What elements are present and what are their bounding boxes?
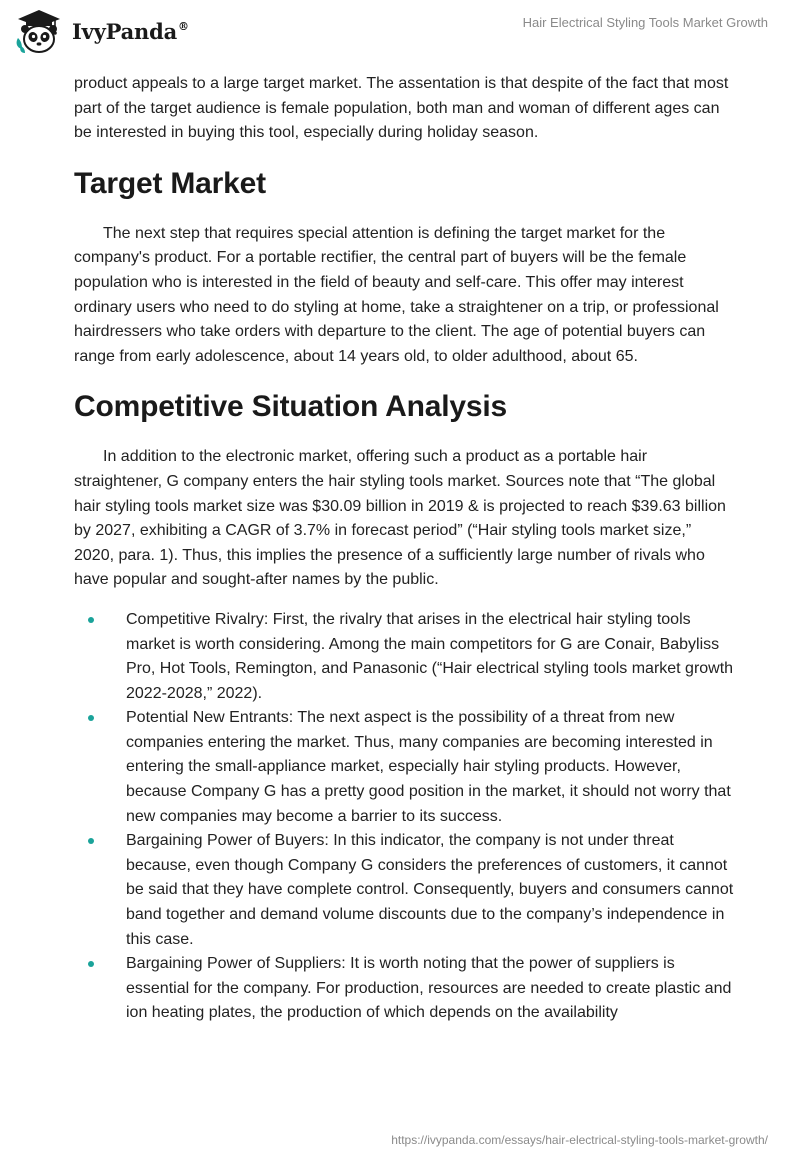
bullet-dot-icon — [88, 715, 94, 721]
section-heading-competitive-analysis: Competitive Situation Analysis — [74, 390, 507, 424]
target-market-paragraph: The next step that requires special attention is defining the target market for the company's product. For a portable rectifier, the central part of buyers will be the female population who is interested in the field of beauty and self-care. This offer may interest ordinary users who need to do styling at home, take a straightener on a trip, or professional hairdressers who take orders with departure to the client. The age of potential buyers can range from early adolescence, about 14 years old, to older adulthood, about 65. — [74, 224, 719, 365]
essay-body — [74, 72, 734, 1026]
brand-name: IvyPanda® — [72, 18, 189, 44]
list-item: Bargaining Power of Suppliers: It is worth noting that the power of suppliers is essential for the company. For production, resources are needed to create plastic and ion heating plates, the production of which depends on the availability — [74, 952, 734, 1026]
bullet-dot-icon — [88, 617, 94, 623]
competitive-analysis-paragraph: In addition to the electronic market, offering such a product as a portable hair straightener, G company enters the hair styling tools market. Sources note that “The global hair styling tools market size was $30.09 billion in 2019 & is projected to reach $39.63 billion by 2027, exhibiting a CAGR of 3.7% in forecast period” (“Hair styling tools market size,” 2020, para. 1). Thus, this implies the presence of a sufficiently large number of rivals who have popular and sought-after names by the public. — [74, 448, 726, 589]
list-item: Competitive Rivalry: First, the rivalry that arises in the electrical hair styling tools market is worth considering. Among the main competitors for G are Conair, Babyliss Pro, Hot Tools, Remington, and Panasonic (“Hair electrical styling tools market growth 2022-2028,” 2022). — [74, 608, 734, 706]
section-heading-target-market: Target Market — [74, 166, 266, 200]
source-url-link[interactable]: https://ivypanda.com/essays/hair-electrical-styling-tools-market-growth/ — [391, 1133, 768, 1147]
porter-forces-list — [74, 608, 734, 1026]
list-item: Potential New Entrants: The next aspect is the possibility of a threat from new companies entering the market. Thus, many companies are becoming interested in entering the small-appliance market, especially hair styling products. However, because Company G has a pretty good position in the market, it should not worry that new companies may become a barrier to its success. — [74, 706, 734, 829]
intro-paragraph: product appeals to a large target market. The assentation is that despite of the fact that most part of the target audience is female population, both man and woman of different ages can be interested in buying this tool, especially during holiday season. — [74, 75, 729, 142]
document-title: Hair Electrical Styling Tools Market Growth — [522, 15, 768, 30]
list-item: Bargaining Power of Buyers: In this indicator, the company is not under threat because, even though Company G considers the preferences of customers, it cannot be said that they have complete control. Consequently, buyers and consumers cannot band together and demand volume discounts due to the company’s independence in this case. — [74, 829, 734, 952]
ivypanda-logo[interactable] — [14, 8, 189, 54]
page-header — [0, 0, 800, 64]
bullet-dot-icon — [88, 961, 94, 967]
bullet-dot-icon — [88, 838, 94, 844]
panda-graduate-icon — [14, 8, 64, 54]
